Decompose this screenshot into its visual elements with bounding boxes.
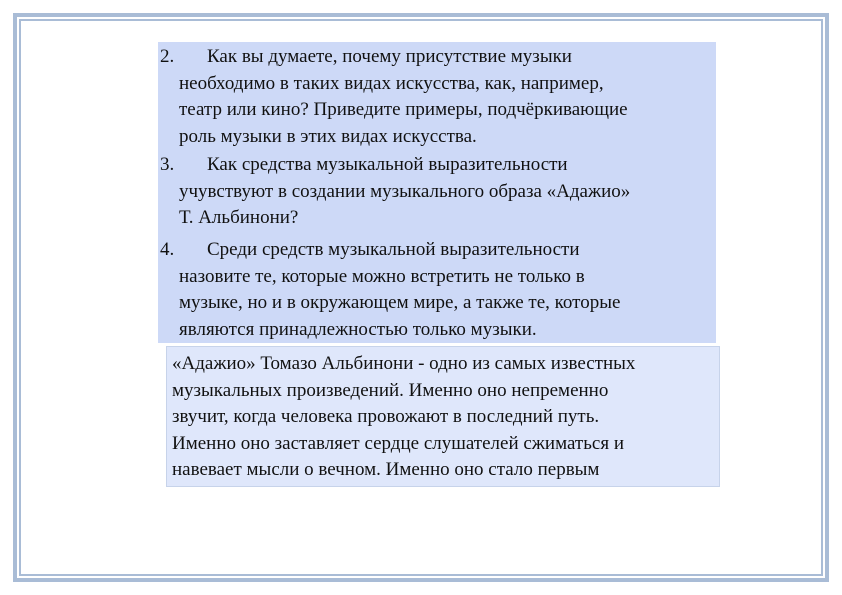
question-item <box>158 44 628 150</box>
question-line: Как средства музыкальной выразительности <box>207 154 568 175</box>
passage-line: музыкальных произведений. Именно оно непременно <box>172 379 609 401</box>
question-line: Среди средств музыкальной выразительности <box>207 239 580 260</box>
question-item <box>158 152 630 232</box>
question-line: являются принадлежностью только музыки. <box>179 318 537 340</box>
adagio-passage <box>166 346 720 487</box>
question-item <box>158 237 620 343</box>
passage-line: Именно оно заставляет сердце слушателей сжиматься и <box>172 432 624 454</box>
questions-block <box>158 42 716 343</box>
passage-line: навевает мысли о вечном. Именно оно стало первым <box>172 459 600 481</box>
question-line: музыке, но и в окружающем мире, а также те, которые <box>179 292 621 313</box>
question-line: Как вы думаете, почему присутствие музыки <box>207 46 572 67</box>
passage-line: «Адажио» Томазо Альбинони - одно из самых известных <box>172 353 636 374</box>
question-line: учувствуют в создании музыкального образа «Адажио» <box>179 180 631 202</box>
question-line: роль музыки в этих видах искусства. <box>179 125 477 147</box>
passage-line: звучит, когда человека провожают в последний путь. <box>172 406 600 428</box>
question-line: театр или кино? Приведите примеры, подчёркивающие <box>179 99 628 120</box>
question-line: Т. Альбинони? <box>179 207 299 228</box>
question-number: 2. <box>160 46 175 67</box>
question-line: назовите те, которые можно встретить не только в <box>179 265 585 287</box>
question-number: 4. <box>160 239 175 260</box>
question-number: 3. <box>160 154 175 175</box>
question-line: необходимо в таких видах искусства, как, например, <box>179 72 604 94</box>
